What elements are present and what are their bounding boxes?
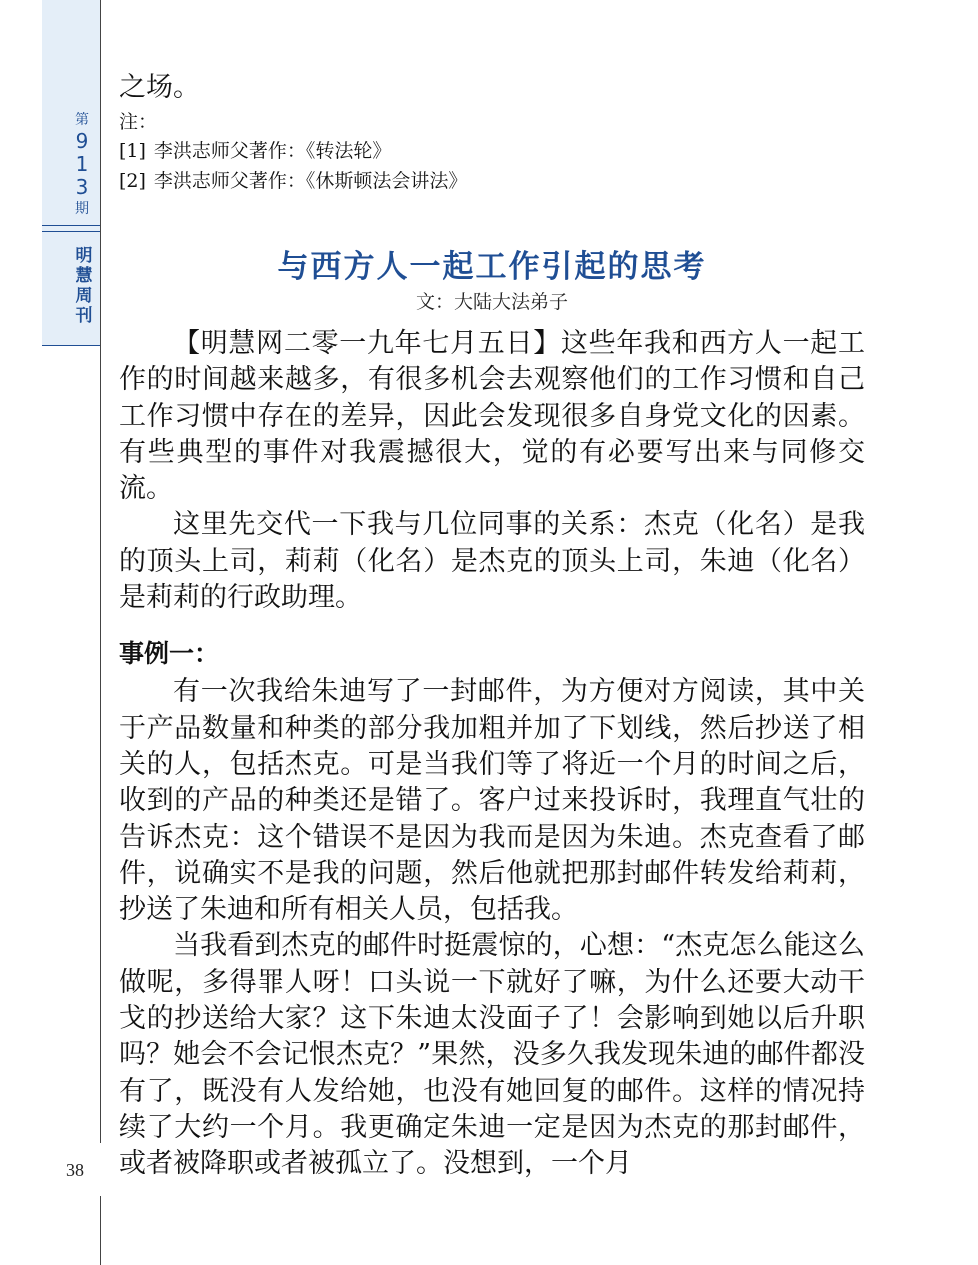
footnote — [119, 166, 865, 196]
brand-char: 周 — [75, 286, 93, 306]
previous-article-tail: 之场。 — [119, 72, 200, 103]
sidebar-divider — [42, 345, 100, 346]
footnote — [119, 136, 865, 166]
footnote-marker: [2] — [119, 170, 146, 192]
body-paragraph: 当我看到杰克的邮件时挺震惊的，心想：“杰克怎么能这么做呢，多得罪人呀！口头说一下就好了嘛，为什么还要大动干戈的抄送给大家？这下朱迪太没面子了！会影响到她以后升职吗？她会不会记恨杰克？”果然，没多久我发现朱迪的邮件都没有了，既没有人发给她，也没有她回复的邮件。这样的情况持续了大约一个月。我更确定朱迪一定是因为杰克的那封邮件，或者被降职或者被孤立了。没想到，一个月 — [119, 930, 865, 1180]
issue-digit: 1 — [75, 152, 89, 176]
sidebar-divider — [42, 225, 100, 226]
notes-label: 注： — [119, 111, 158, 133]
body-paragraph: 【明慧网二零一九年七月五日】这些年我和西方人一起工作的时间越来越多，有很多机会去观察他们的工作习惯和自己工作习惯中存在的差异，因此会发现很多自身党文化的因素。有些典型的事件对我震撼很大，觉的有必要写出来与同修交流。 — [119, 328, 865, 505]
footnote-text: 李洪志师父著作：《转法轮》 — [153, 140, 392, 162]
margin-rule-lower — [100, 1196, 101, 1265]
brand-char: 刊 — [75, 306, 93, 326]
issue-suffix: 期 — [75, 201, 89, 217]
publication-name — [66, 246, 102, 326]
section-heading: 事例一： — [119, 639, 220, 669]
body-paragraph: 有一次我给朱迪写了一封邮件，为方便对方阅读，其中关于产品数量和种类的部分我加粗并加了下划线，然后抄送了相关的人，包括杰克。可是当我们等了将近一个月的时间之后，收到的产品的种类还是错了。客户过来投诉时，我理直气壮的告诉杰克：这个错误不是因为我而是因为朱迪。杰克查看了邮件，说确实不是我的问题，然后他就把那封邮件转发给莉莉，抄送了朱迪和所有相关人员，包括我。 — [119, 676, 865, 926]
body-paragraph: 这里先交代一下我与几位同事的关系：杰克（化名）是我的顶头上司，莉莉（化名）是杰克的顶头上司，朱迪（化名）是莉莉的行政助理。 — [119, 509, 865, 614]
issue-digit: 3 — [75, 175, 89, 199]
brand-char: 慧 — [75, 266, 93, 286]
page-number: 38 — [66, 1160, 84, 1180]
issue-prefix: 第 — [75, 112, 89, 128]
issue-digit: 9 — [75, 129, 89, 153]
issue-number — [62, 110, 102, 219]
article-title: 与西方人一起工作引起的思考 — [277, 249, 707, 285]
sidebar-divider — [42, 231, 100, 232]
brand-char: 明 — [75, 246, 93, 266]
page-content — [119, 68, 865, 1183]
article-byline: 文：大陆大法弟子 — [415, 291, 568, 313]
footnote-marker: [1] — [119, 140, 146, 162]
footnote-text: 李洪志师父著作：《休斯顿法会讲法》 — [153, 170, 468, 192]
